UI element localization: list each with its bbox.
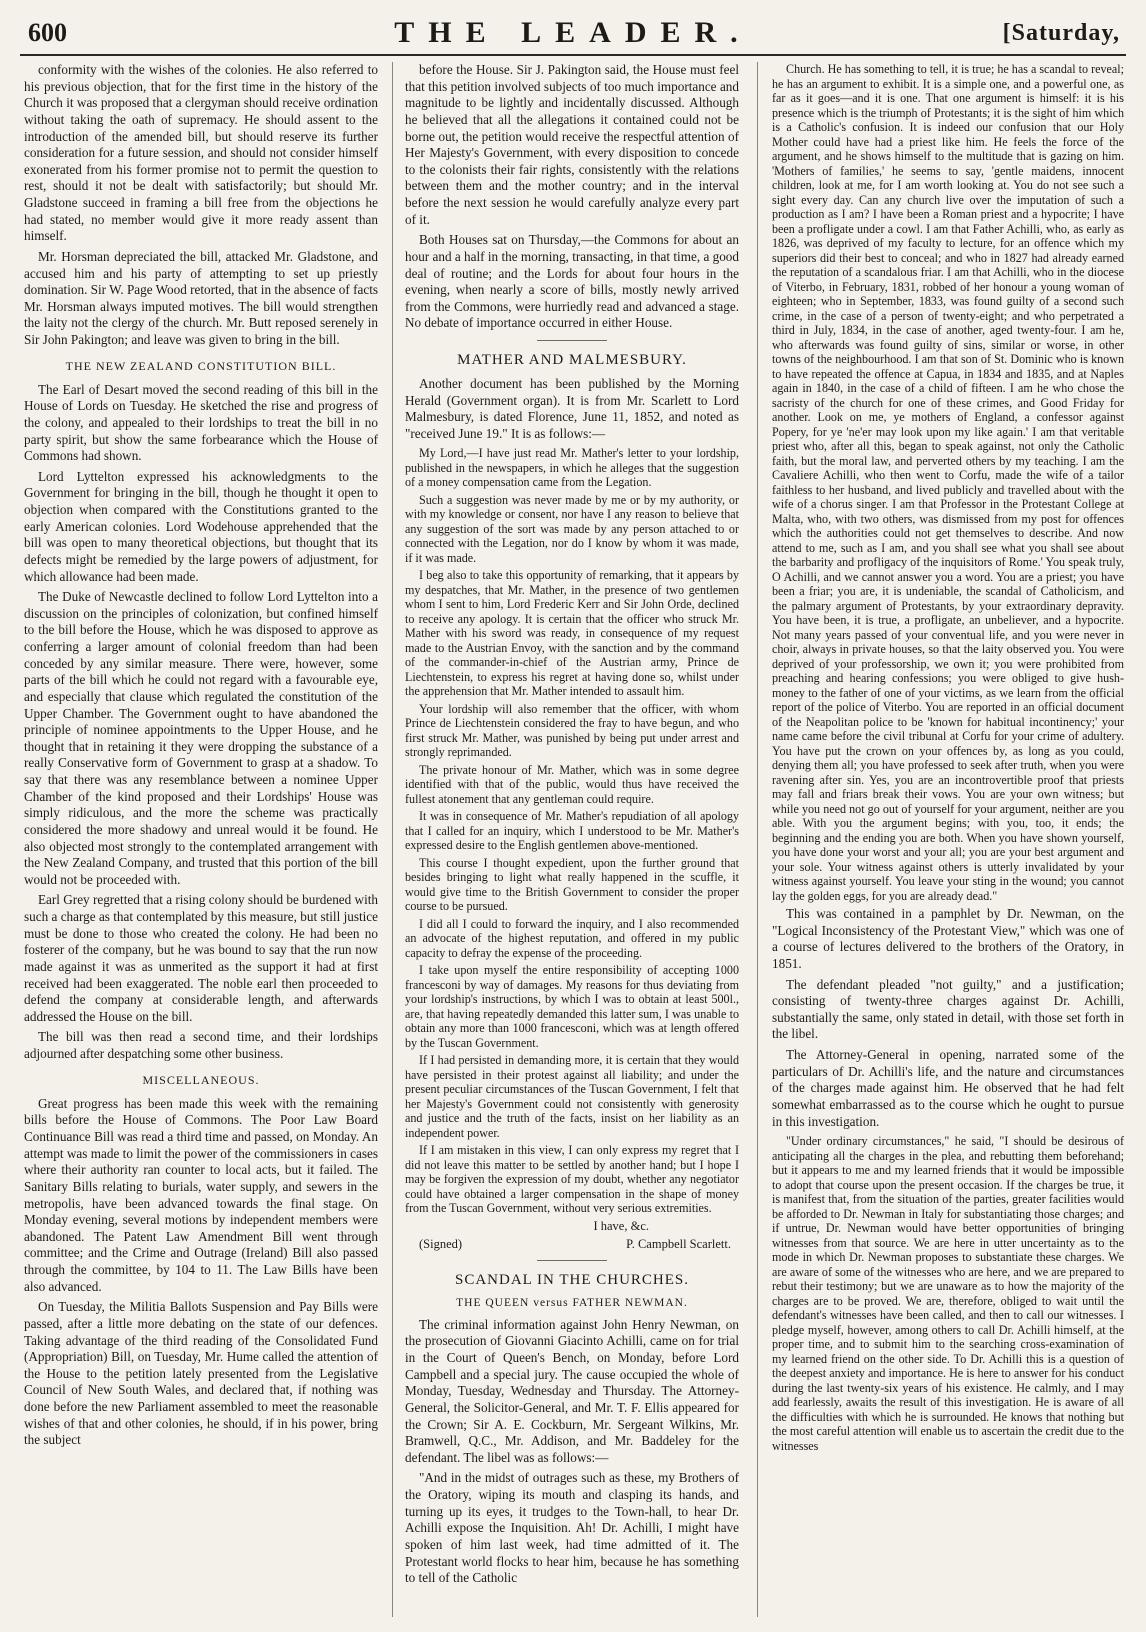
quoted-paragraph: Church. He has something to tell, it is true; he has a scandal to reveal; he has an argument to exhibit. It is a simple one, and a powerful one, as far as it goes—and it is one. That one argument is himself: it is his presence which is the triumph of Protestants; it is the sight of him which is a Catholic's confusion. It is indeed our confusion that our Holy Mother could have had a priest like him. He feels the force of the argument, and he shows himself to the multitude that is gazing on him. 'Mothers of families,' he seems to say, 'gentle maidens, innocent children, look at me, for I am worth looking at. You do not see such a sight every day. Can any church live over the imputation of such a production as I am? I have been a Roman priest and a hypocrite; I have been a profligate under a cowl. I am that Father Achilli, who, as early as 1826, was deprived of my faculty to lecture, for an offence which my superiors did their best to conceal; and who in 1827 had already earned the reputation of a scandalous friar. I am that Achilli, who in the diocese of Viterbo, in February, 1831, robbed of her honour a young woman of eighteen; who in September, 1833, was found guilty of a second such crime, in the case of a person of twenty-eight; and who perpetrated a third in July, 1834, in the case of another, aged twenty-four. I am he, who afterwards was found guilty of sins, similar or worse, in other towns of the neighbourhood. I am that son of St. Dominic who is known to have repeated the offence at Capua, in 1834 and 1835, and at Naples again in 1840, in the case of a child of fifteen. I am he who chose the sacristy of the church for one of these crimes, and Good Friday for another. Look on me, ye mothers of England, a confessor against Popery, for ye 'ne'er may look upon my like again.' I am that veritable priest who, after all this, began to speak against, not only the Catholic faith, but the moral law, and perverted others by my teaching. I am the Cavaliere Achilli, who then went to Corfu, made the wife of a tailor faithless to her husband, and lived publicly and travelled about with the wife of a chorus singer. I am that Professor in the Protestant College at Malta, who, with two others, was dismissed from my post for offences which the authorities could not get themselves to describe. And now attend to me, such as I am, and you shall see what you shall see about the barbarity and profligacy of the inquisitors of Rome.' You speak truly, O Achilli, and we cannot answer you a word. You are a priest; you have been a friar; you are, it is undeniable, the scandal of Catholicism, and the palmary argument of Protestants, by your extraordinary depravity. You have been, it is true, a profligate, an unbeliever, and a hypocrite. Not many years passed of your conventual life, and you were never in choir, always in private houses, so that the laity observed you. You were deprived of your professorship, we own it; you were prohibited from preaching and hearing confessions; you were obliged to give hush-money to the father of one of your victims, as we learn from the official report of the police of Viterbo. You are reported in an official document of the Neapolitan police to be 'known for habitual incontinency;' your name came before the civil tribunal at Corfu for your crime of adultery. You have put the crown on your offences by, as long as you could, denying them all; you have professed to seek after truth, when you were ravening after sin. Yes, you are an incontrovertible proof that priests may fall and friars break their vows. You are your own witness; but while you need not go out of yourself for your argument, neither are you able. With you the argument begins; with you, too, it ends; the beginning and the ending you are both. When you have shown yourself, you have done your worst and your all; you are your best argument and your sole. Your witness against others is utterly invalidated by your witness against yourself. You leave your sting in the wound; you cannot lay the golden eggs, for you are already dead." bbox=[772, 62, 1124, 903]
paragraph: Mr. Horsman depreciated the bill, attacked Mr. Gladstone, and accused him and his party of attempting to set up priestly domination. Sir W. Page Wood retorted, that in the absence of facts Mr. Horsman always imputed motives. The bill would strengthen the laity not the clergy of the church. Mr. Butt reposed serenely in Sir John Pakington; and leave was given to bring in the bill. bbox=[24, 248, 378, 347]
paragraph: The criminal information against John Henry Newman, on the prosecution of Giovanni Giacinto Achilli, came on for trial in the Court of Queen's Bench, on Monday, before Lord Campbell and a special jury. The cause occupied the whole of Monday, Tuesday, Wednesday and Thursday. The Attorney-General, the Solicitor-General, and Mr. T. F. Ellis appeared for the Crown; Sir A. E. Cockburn, Mr. Sergeant Wilkins, Mr. Bramwell, Q.C., Mr. Addison, and Mr. Baddeley for the defendant. The libel was as follows:— bbox=[405, 1316, 739, 1465]
column-1 bbox=[24, 62, 378, 1622]
paragraph: conformity with the wishes of the colonies. He also referred to his previous objection, that for the first time in the history of the Church it was proposed that a clergyman should receive ordination without taking the oath of supremacy. He should assent to the introduction of the amended bill, but should reserve its further consideration for a future session, and should not consider himself exonerated from his former promise not to permit the question to rest, should it not be dealt with satisfactorily; but should Mr. Gladstone succeed in framing a bill free from the objections he had stated, no member would give it more ready assent than himself. bbox=[24, 62, 378, 244]
page-header bbox=[20, 14, 1126, 56]
letter-paragraph: It was in consequence of Mr. Mather's repudiation of all apology that I called for an inquiry, which I understood to be Mr. Mather's expressed desire to the English gentlemen above-mentioned. bbox=[405, 809, 739, 853]
paragraph: On Tuesday, the Militia Ballots Suspension and Pay Bills were passed, after a little more debating on the state of our defences. Taking advantage of the third reading of the Consolidated Fund (Appropriation) Bill, on Tuesday, Mr. Hume called the attention of the House to the petition lately presented from the Legislative Council of New South Wales, and declared that, if nothing was done before the new Parliament assembled to meet the reasonable wishes of that and other colonies, he should, if in his power, bring the subject bbox=[24, 1299, 378, 1448]
signed-label: (Signed) bbox=[419, 1236, 463, 1251]
libel-quote bbox=[772, 62, 1124, 903]
paragraph: before the House. Sir J. Pakington said, the House must feel that this petition involved subjects of too much importance and magnitude to be lightly and incidentally discussed. Although he believed that all the allegations it contained could not be borne out, the petition would receive the respectful attention of Her Majesty's Government, with every disposition to concede to the colonists their fair rights, consistently with the relations between them and the mother country; and in the interval before the next session he would carefully analyze every part of it. bbox=[405, 62, 739, 227]
section-heading: MISCELLANEOUS. bbox=[142, 1072, 260, 1087]
letter-paragraph: Your lordship will also remember that the officer, with whom Prince de Liechtenstein considered the fray to have begun, and who first struck Mr. Mather, was punished by being put under arrest and strongly reprimanded. bbox=[405, 701, 739, 760]
column-2 bbox=[405, 62, 739, 1622]
paragraph: This was contained in a pamphlet by Dr. Newman, on the "Logical Inconsistency of the Protestant View," which was one of a course of lectures delivered to the brothers of the Oratory, in 1851. bbox=[772, 906, 1124, 971]
divider bbox=[537, 340, 607, 341]
newspaper-title: THE LEADER. bbox=[394, 16, 752, 49]
paragraph: Another document has been published by the Morning Herald (Government organ). It is from Mr. Scarlett to Lord Malmesbury, is dated Florence, June 11, 1852, and noted as "received June 19." It is as follows:— bbox=[405, 375, 739, 441]
page-number: 600 bbox=[28, 18, 67, 47]
speech-quote bbox=[772, 1134, 1124, 1453]
column-3 bbox=[772, 62, 1124, 1622]
letter-paragraph: This course I thought expedient, upon the further ground that besides bringing to light what really happened in the scuffle, it would give time to the British Government to consider the proper course to be pursued. bbox=[405, 855, 739, 914]
letter-paragraph: If I am mistaken in this view, I can only express my regret that I did not leave this matter to be settled by another hand; but I hope I may be forgiven the expression of my doubt, whether any negotiator could have obtained a larger compensation in the shape of money from the Tuscan Government, without very serious extremities. bbox=[405, 1143, 739, 1216]
letter-paragraph: I did all I could to forward the inquiry, and I also recommended an advocate of the highest reputation, and offered in my public capacity to defray the expense of the proceeding. bbox=[405, 916, 739, 960]
paragraph: The defendant pleaded "not guilty," and a justification; consisting of twenty-three charges against Dr. Achilli, substantially the same, only stated in detail, with those set forth in the libel. bbox=[772, 976, 1124, 1042]
paragraph: The bill was then read a second time, and their lordships adjourned after despatching some other business. bbox=[24, 1029, 378, 1062]
paragraph: "And in the midst of outrages such as these, my Brothers of the Oratory, wiping its mouth and clasping its hands, and turning up its eyes, it trudges to the Town-hall, to hear Dr. Achilli expose the Inquisition. Ah! Dr. Achilli, I might have spoken of him last week, had time admitted of it. The Protestant world flocks to hear him, because he has something to tell of the Catholic bbox=[405, 1470, 739, 1586]
article-subheading: THE QUEEN versus FATHER NEWMAN. bbox=[456, 1297, 688, 1310]
divider bbox=[537, 1260, 607, 1261]
paragraph: Great progress has been made this week with the remaining bills before the House of Commons. The Poor Law Board Continuance Bill was read a third time and passed, on Monday. An attempt was made to limit the power of the commissioners in cases where their authority ran counter to local acts, but it failed. The Sanitary Bills relating to burials, water supply, and sewers in the metropolis, have been advanced towards the final stage. On Monday evening, several motions by independent members were abandoned. The Patent Law Amendment Bill went through committee; and the Crime and Outrage (Ireland) Bill also passed through the committee, by 104 to 11. The Law Bills have been also advanced. bbox=[24, 1095, 378, 1294]
letter-paragraph: My Lord,—I have just read Mr. Mather's letter to your lordship, published in the newspapers, in which he alleges that the suggestion of a money compensation came from the Legation. bbox=[405, 446, 739, 490]
paragraph: The Earl of Desart moved the second reading of this bill in the House of Lords on Tuesday. He sketched the rise and progress of the colony, and appealed to their lordships to treat the bill in no party spirit, but show the same forbearance which the House of Commons had shown. bbox=[24, 381, 378, 464]
letter-body bbox=[405, 446, 739, 1216]
letter-signature bbox=[419, 1237, 731, 1253]
letter-closing: I have, &c. bbox=[593, 1218, 649, 1233]
column-rule bbox=[757, 62, 758, 1617]
letter-paragraph: I beg also to take this opportunity of remarking, that it appears by my despatches, that Mr. Mather, in the presence of two gentlemen whom I sent to him, Lord Frederic Kerr and Sir John Orde, declined to receive any apology. It is certain that the officer who struck Mr. Mather with his sword was ready, in consequence of my request made to the Austrian Envoy, with the sanction and by the command of the commander-in-chief of the Austrian army, Prince de Liechtenstein, to express his regret at having done so, whilst under the apprehension that Mr. Mather intended to assault him. bbox=[405, 568, 739, 699]
letter-paragraph: The private honour of Mr. Mather, which was in some degree identified with that of the public, would thus have received the fullest atonement that any gentleman could require. bbox=[405, 762, 739, 806]
quoted-paragraph: "Under ordinary circumstances," he said, "I should be desirous of anticipating all the charges in the plea, and rebutting them beforehand; but it appears to me and my learned friends that it would be impossible to adopt that course upon the present occasion. If the charges be true, it is manifest that, from the situation of the parties, greater facilities would be afforded to Dr. Newman in Italy for substantiating those charges; and if untrue, Dr. Newman would have better opportunities of bringing witnesses from that source. We are here in utter uncertainty as to the mode in which Dr. Newman proposes to substantiate these charges. We are aware of some of the witnesses who are here, and we are prepared to rebut their testimony; but we are unaware as to how the majority of the charges are to be proved. We are, therefore, obliged to wait until the defendant's witnesses have been called, and then to call our witnesses. I pledge myself, however, among others to call Dr. Achilli himself, at the proper time, and to submit him to the searching cross-examination of my learned friend on the other side. To Dr. Achilli this is a question of the deepest anxiety and importance. He is here to answer for his conduct during the last twenty-six years of his existence. He calmly, and I may add fearlessly, awaits the result of this investigation. He is aware of all the difficulties with which he is surrounded. He knows that nothing but the most careful attention will enable us to ascertain the credit due to the witnesses bbox=[772, 1134, 1124, 1453]
column-rule bbox=[392, 62, 393, 1617]
letter-paragraph: I take upon myself the entire responsibility of accepting 1000 francesconi by way of damages. My reasons for thus deviating from your lordship's instructions, by which I was to obtain at least 500l., are, that having repeatedly demanded this latter sum, I was unable to obtain any more than 1000 francesconi, which was at length offered by the Tuscan Government. bbox=[405, 963, 739, 1050]
section-heading: THE NEW ZEALAND CONSTITUTION BILL. bbox=[65, 358, 337, 373]
letter-paragraph: Such a suggestion was never made by me or by my authority, or with my knowledge or consent, nor have I any reason to believe that any suggestion of the sort was made by any person attached to or connected with the Legation, nor do I know by whom it was made, if it was made. bbox=[405, 492, 739, 565]
article-heading: SCANDAL IN THE CHURCHES. bbox=[454, 1272, 689, 1289]
article-heading: MATHER AND MALMESBURY. bbox=[457, 352, 687, 368]
signatory-name: P. Campbell Scarlett. bbox=[626, 1236, 731, 1251]
letter-paragraph: If I had persisted in demanding more, it is certain that they would have persisted in their protest against all liability; and under the present peculiar circumstances of the Tuscan Government, I felt that her Majesty's Government could not consistently with generosity and justice and the truth of the facts, insist on her liability as an independent power. bbox=[405, 1053, 739, 1140]
issue-day: [Saturday, bbox=[1002, 20, 1120, 46]
paragraph: The Attorney-General in opening, narrated some of the particulars of Dr. Achilli's life, and the nature and circumstances of the charges made against him. He observed that he had felt somewhat embarrassed as to the course which he ought to pursue in this investigation. bbox=[772, 1047, 1124, 1129]
paragraph: Earl Grey regretted that a rising colony should be burdened with such a charge as that contemplated by this measure, but still justice must be done to those who created the colony. He had been no fosterer of the company, but he was bound to say that the run now made against it was as unmerited as the support it had at first received had been exaggerated. The noble earl then proceeded to defend the company at considerable length, and afterwards addressed the House on the bill. bbox=[24, 892, 378, 1024]
paragraph: The Duke of Newcastle declined to follow Lord Lyttelton into a discussion on the principles of colonization, but confined himself to the bill before the House, which he was disposed to approve as conferring a larger amount of colonial freedom than had been conceded by any similar measure. There were, however, some parts of the bill which he could not regard with a favourable eye, and especially that clause which regulated the constitution of the Upper Chamber. The Government ought to have abandoned the principle of nominee appointments to the Upper House, and he thought that in retaining it they were dropping the substance of a really Conservative form of Government to grasp at a shadow. To say that there was any resemblance between a nominee Upper Chamber of the kind proposed and their Lordships' House was simply ridiculous, and the more the scheme was practically considered the more shadowy and unreal would it be found. He also objected most strongly to the contemplated arrangement with the New Zealand Company, and trusted that this portion of the bill would not be proceeded with. bbox=[24, 589, 378, 887]
paragraph: Both Houses sat on Thursday,—the Commons for about an hour and a half in the morning, transacting, in that time, a good deal of routine; and the Lords for about four hours in the evening, when nearly a score of bills, mostly newly arrived from the Commons, were hurriedly read and advanced a stage. No debate of importance occurred in either House. bbox=[405, 232, 739, 331]
paragraph: Lord Lyttelton expressed his acknowledgments to the Government for bringing in the bill, though he thought it open to objection when compared with the Constitutions granted to the early American colonies. Lord Wodehouse apprehended that the bill was open to many theoretical objections, but thought that its defects might be remedied by the large powers of adjustment, for which allowance had been made. bbox=[24, 468, 378, 584]
